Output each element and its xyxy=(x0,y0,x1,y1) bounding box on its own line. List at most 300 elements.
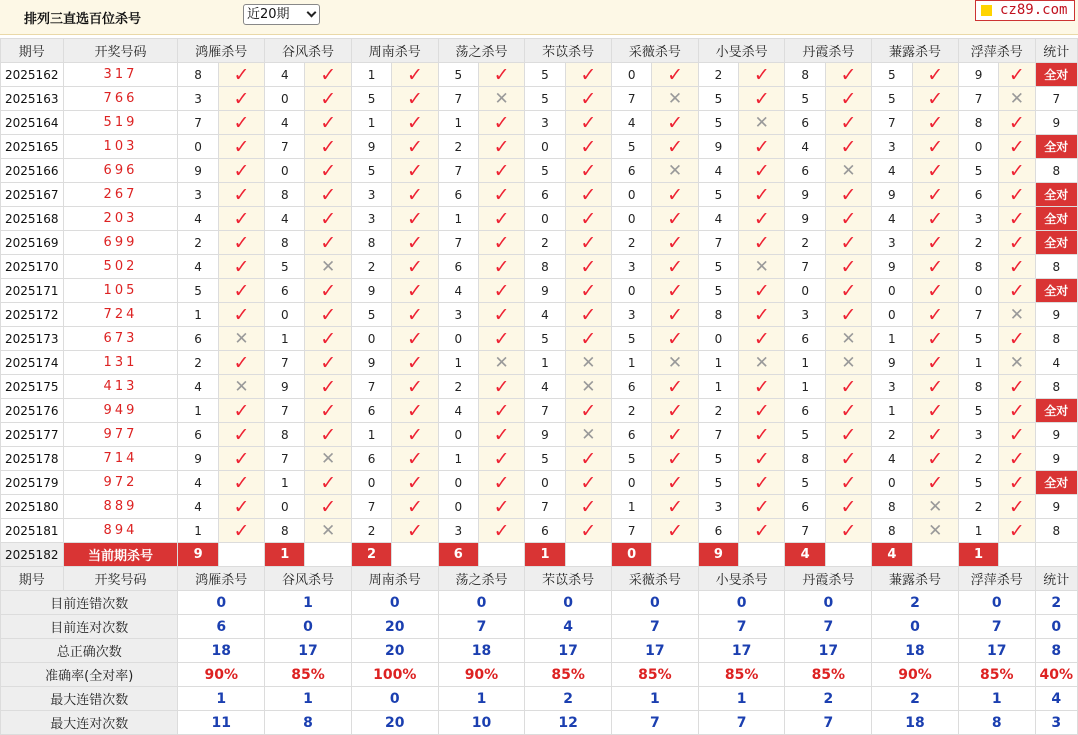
result-mark-cell xyxy=(999,303,1035,327)
kill-number-cell: 1 xyxy=(958,519,998,543)
checkmark-icon: ✓ xyxy=(667,279,684,302)
checkmark-icon: ✓ xyxy=(320,63,337,86)
summary-value: 0 xyxy=(525,591,612,615)
stat-cell: 8 xyxy=(1035,519,1077,543)
kill-number-cell: 2 xyxy=(612,399,652,423)
summary-label: 总正确次数 xyxy=(1,639,178,663)
stat-cell: 9 xyxy=(1035,495,1077,519)
checkmark-icon: ✓ xyxy=(927,255,944,278)
kill-number-cell: 4 xyxy=(612,111,652,135)
checkmark-icon: ✓ xyxy=(840,375,857,398)
checkmark-icon: ✓ xyxy=(753,279,770,302)
result-mark-cell xyxy=(565,375,611,399)
result-mark-cell xyxy=(825,447,871,471)
result-mark-cell xyxy=(739,87,785,111)
checkmark-icon: ✓ xyxy=(320,471,337,494)
checkmark-icon: ✓ xyxy=(320,495,337,518)
kill-number-cell: 7 xyxy=(698,231,738,255)
result-mark-cell xyxy=(305,135,351,159)
kill-number-cell: 9 xyxy=(265,375,305,399)
summary-stat-value: 2 xyxy=(1035,591,1077,615)
result-mark-cell xyxy=(478,135,524,159)
current-empty-cell xyxy=(739,543,785,567)
result-mark-cell xyxy=(739,159,785,183)
kill-number-cell: 0 xyxy=(438,495,478,519)
kill-number-cell: 6 xyxy=(612,375,652,399)
kill-number-cell: 1 xyxy=(872,327,912,351)
result-mark-cell xyxy=(305,279,351,303)
cross-icon: ✕ xyxy=(928,520,943,541)
result-mark-cell xyxy=(652,183,698,207)
summary-value: 17 xyxy=(958,639,1035,663)
header-expert: 芣苡杀号 xyxy=(525,39,612,63)
header-expert: 采薇杀号 xyxy=(612,39,699,63)
kill-number-cell: 6 xyxy=(525,519,565,543)
result-mark-cell xyxy=(392,447,438,471)
result-mark-cell xyxy=(565,447,611,471)
kill-number-cell: 3 xyxy=(525,111,565,135)
checkmark-icon: ✓ xyxy=(1008,327,1025,350)
result-mark-cell xyxy=(392,207,438,231)
checkmark-icon: ✓ xyxy=(406,447,423,470)
result-mark-cell xyxy=(392,111,438,135)
kill-number-cell: 4 xyxy=(872,159,912,183)
header-expert: 丹霞杀号 xyxy=(785,39,872,63)
checkmark-icon: ✓ xyxy=(493,159,510,182)
cross-icon: ✕ xyxy=(234,376,249,397)
header-expert: 谷风杀号 xyxy=(265,567,352,591)
kill-number-cell: 3 xyxy=(438,303,478,327)
current-kill-number: 9 xyxy=(698,543,738,567)
result-mark-cell xyxy=(825,423,871,447)
current-kill-number: 0 xyxy=(612,543,652,567)
cross-icon: ✕ xyxy=(321,520,336,541)
kill-number-cell: 5 xyxy=(698,447,738,471)
result-mark-cell xyxy=(999,87,1035,111)
result-mark-cell xyxy=(392,159,438,183)
checkmark-icon: ✓ xyxy=(406,183,423,206)
checkmark-icon: ✓ xyxy=(1008,399,1025,422)
kill-number-cell: 4 xyxy=(438,279,478,303)
header-draw-number: 开奖号码 xyxy=(63,567,178,591)
table-row xyxy=(1,279,1078,303)
summary-value: 1 xyxy=(958,687,1035,711)
kill-number-cell: 5 xyxy=(872,87,912,111)
current-kill-number: 4 xyxy=(785,543,825,567)
header-period: 期号 xyxy=(1,39,64,63)
result-mark-cell xyxy=(739,207,785,231)
chevron-down-icon xyxy=(307,8,317,18)
kill-number-cell: 7 xyxy=(438,87,478,111)
kill-number-cell: 4 xyxy=(698,159,738,183)
result-mark-cell xyxy=(825,231,871,255)
result-mark-cell xyxy=(999,375,1035,399)
kill-number-cell: 9 xyxy=(872,255,912,279)
draw-number-cell: 203 xyxy=(63,207,178,231)
summary-value: 0 xyxy=(958,591,1035,615)
kill-number-cell: 2 xyxy=(958,231,998,255)
checkmark-icon: ✓ xyxy=(493,327,510,350)
kill-number-cell: 2 xyxy=(958,495,998,519)
kill-number-cell: 7 xyxy=(438,231,478,255)
site-logo[interactable] xyxy=(975,0,1075,21)
table-row xyxy=(1,231,1078,255)
result-mark-cell xyxy=(305,87,351,111)
cross-icon: ✕ xyxy=(754,112,769,133)
checkmark-icon: ✓ xyxy=(1008,279,1025,302)
checkmark-icon: ✓ xyxy=(667,399,684,422)
result-mark-cell xyxy=(912,159,958,183)
checkmark-icon: ✓ xyxy=(320,183,337,206)
checkmark-icon: ✓ xyxy=(406,255,423,278)
checkmark-icon: ✓ xyxy=(840,111,857,134)
result-mark-cell xyxy=(305,231,351,255)
kill-number-cell: 7 xyxy=(178,111,218,135)
checkmark-icon: ✓ xyxy=(233,399,250,422)
checkmark-icon: ✓ xyxy=(1008,207,1025,230)
summary-value: 0 xyxy=(785,591,872,615)
result-mark-cell xyxy=(305,63,351,87)
kill-number-cell: 8 xyxy=(958,111,998,135)
checkmark-icon: ✓ xyxy=(840,183,857,206)
checkmark-icon: ✓ xyxy=(927,207,944,230)
summary-stat-value: 8 xyxy=(1035,639,1077,663)
kill-number-cell: 5 xyxy=(958,399,998,423)
result-mark-cell xyxy=(652,111,698,135)
checkmark-icon: ✓ xyxy=(580,327,597,350)
checkmark-icon: ✓ xyxy=(753,135,770,158)
kill-number-cell: 1 xyxy=(438,447,478,471)
result-mark-cell xyxy=(218,87,264,111)
period-select[interactable] xyxy=(243,4,320,25)
cross-icon: ✕ xyxy=(1009,88,1025,109)
stat-cell: 9 xyxy=(1035,447,1077,471)
kill-number-cell: 6 xyxy=(351,447,391,471)
checkmark-icon: ✓ xyxy=(493,231,510,254)
checkmark-icon: ✓ xyxy=(320,87,337,110)
checkmark-icon: ✓ xyxy=(580,519,597,542)
kill-number-cell: 1 xyxy=(178,399,218,423)
draw-number-cell: 972 xyxy=(63,471,178,495)
result-mark-cell xyxy=(999,207,1035,231)
kill-number-cell: 8 xyxy=(525,255,565,279)
kill-number-cell: 7 xyxy=(612,519,652,543)
summary-value: 100% xyxy=(351,663,438,687)
cross-icon: ✕ xyxy=(494,88,509,109)
result-mark-cell xyxy=(652,519,698,543)
all-correct-badge: 全对 xyxy=(1035,471,1077,495)
kill-number-cell: 9 xyxy=(872,183,912,207)
result-mark-cell xyxy=(739,519,785,543)
draw-number-cell: 724 xyxy=(63,303,178,327)
result-mark-cell xyxy=(825,327,871,351)
checkmark-icon: ✓ xyxy=(1008,519,1025,542)
header-row xyxy=(1,39,1078,63)
result-mark-cell xyxy=(999,519,1035,543)
result-mark-cell xyxy=(652,375,698,399)
kill-number-cell: 1 xyxy=(525,351,565,375)
header-stat: 统计 xyxy=(1035,39,1077,63)
checkmark-icon: ✓ xyxy=(580,255,597,278)
summary-row xyxy=(1,591,1078,615)
summary-value: 20 xyxy=(351,639,438,663)
result-mark-cell xyxy=(305,159,351,183)
summary-value: 4 xyxy=(525,615,612,639)
kill-number-cell: 8 xyxy=(785,447,825,471)
checkmark-icon: ✓ xyxy=(1008,63,1025,86)
cross-icon: ✕ xyxy=(667,352,683,373)
draw-number-cell: 696 xyxy=(63,159,178,183)
result-mark-cell xyxy=(478,279,524,303)
result-mark-cell xyxy=(478,375,524,399)
cross-icon: ✕ xyxy=(754,256,769,277)
checkmark-icon: ✓ xyxy=(753,231,770,254)
kill-number-cell: 1 xyxy=(438,207,478,231)
kill-number-cell: 0 xyxy=(958,279,998,303)
summary-value: 17 xyxy=(612,639,699,663)
result-mark-cell xyxy=(392,303,438,327)
result-mark-cell xyxy=(565,207,611,231)
period-cell: 2025171 xyxy=(1,279,64,303)
kill-number-cell: 4 xyxy=(178,255,218,279)
kill-number-cell: 3 xyxy=(438,519,478,543)
kill-number-cell: 5 xyxy=(698,279,738,303)
checkmark-icon: ✓ xyxy=(840,87,857,110)
cross-icon: ✕ xyxy=(667,160,683,181)
checkmark-icon: ✓ xyxy=(580,159,597,182)
summary-value: 18 xyxy=(438,639,525,663)
checkmark-icon: ✓ xyxy=(493,375,510,398)
kill-number-cell: 8 xyxy=(178,63,218,87)
checkmark-icon: ✓ xyxy=(840,207,857,230)
kill-number-cell: 5 xyxy=(698,471,738,495)
kill-number-cell: 8 xyxy=(958,375,998,399)
kill-number-cell: 4 xyxy=(265,111,305,135)
result-mark-cell xyxy=(825,111,871,135)
result-mark-cell xyxy=(652,279,698,303)
kill-number-cell: 6 xyxy=(785,327,825,351)
summary-label: 准确率(全对率) xyxy=(1,663,178,687)
kill-number-cell: 0 xyxy=(265,87,305,111)
table-row xyxy=(1,375,1078,399)
draw-number-cell: 977 xyxy=(63,423,178,447)
checkmark-icon: ✓ xyxy=(233,447,250,470)
draw-number-cell: 317 xyxy=(63,63,178,87)
kill-number-cell: 5 xyxy=(178,279,218,303)
result-mark-cell xyxy=(739,495,785,519)
kill-number-cell: 8 xyxy=(351,231,391,255)
period-cell: 2025166 xyxy=(1,159,64,183)
checkmark-icon: ✓ xyxy=(580,63,597,86)
summary-value: 2 xyxy=(785,687,872,711)
all-correct-badge: 全对 xyxy=(1035,207,1077,231)
stat-cell: 8 xyxy=(1035,375,1077,399)
summary-value: 7 xyxy=(438,615,525,639)
result-mark-cell xyxy=(565,471,611,495)
kill-number-cell: 8 xyxy=(872,495,912,519)
result-mark-cell xyxy=(218,207,264,231)
current-period-cell: 2025182 xyxy=(1,543,64,567)
kill-number-cell: 6 xyxy=(612,159,652,183)
result-mark-cell xyxy=(999,111,1035,135)
result-mark-cell xyxy=(912,471,958,495)
result-mark-cell xyxy=(912,63,958,87)
checkmark-icon: ✓ xyxy=(233,495,250,518)
summary-stat-value: 3 xyxy=(1035,711,1077,735)
checkmark-icon: ✓ xyxy=(233,159,250,182)
result-mark-cell xyxy=(478,351,524,375)
result-mark-cell xyxy=(912,399,958,423)
checkmark-icon: ✓ xyxy=(927,471,944,494)
kill-number-cell: 2 xyxy=(351,255,391,279)
summary-label: 目前连错次数 xyxy=(1,591,178,615)
checkmark-icon: ✓ xyxy=(320,207,337,230)
current-kill-number: 9 xyxy=(178,543,218,567)
kill-number-cell: 9 xyxy=(351,279,391,303)
summary-value: 0 xyxy=(351,591,438,615)
result-mark-cell xyxy=(652,351,698,375)
summary-value: 1 xyxy=(698,687,785,711)
header-expert: 蒹露杀号 xyxy=(872,39,959,63)
draw-number-cell: 413 xyxy=(63,375,178,399)
result-mark-cell xyxy=(739,399,785,423)
result-mark-cell xyxy=(218,303,264,327)
checkmark-icon: ✓ xyxy=(840,423,857,446)
period-cell: 2025176 xyxy=(1,399,64,423)
draw-number-cell: 267 xyxy=(63,183,178,207)
checkmark-icon: ✓ xyxy=(753,159,770,182)
summary-row xyxy=(1,639,1078,663)
kill-number-cell: 1 xyxy=(438,351,478,375)
result-mark-cell xyxy=(565,423,611,447)
cross-icon: ✕ xyxy=(841,352,856,373)
result-mark-cell xyxy=(305,183,351,207)
checkmark-icon: ✓ xyxy=(580,303,597,326)
current-period-row xyxy=(1,543,1078,567)
checkmark-icon: ✓ xyxy=(667,111,684,134)
kill-number-cell: 1 xyxy=(438,111,478,135)
draw-number-cell: 699 xyxy=(63,231,178,255)
kill-number-cell: 5 xyxy=(698,87,738,111)
all-correct-badge: 全对 xyxy=(1035,63,1077,87)
header-row xyxy=(1,567,1078,591)
result-mark-cell xyxy=(218,159,264,183)
summary-value: 90% xyxy=(178,663,265,687)
result-mark-cell xyxy=(392,279,438,303)
result-mark-cell xyxy=(565,135,611,159)
kill-number-cell: 5 xyxy=(785,471,825,495)
result-mark-cell xyxy=(565,519,611,543)
summary-row xyxy=(1,687,1078,711)
kill-number-cell: 3 xyxy=(351,207,391,231)
result-mark-cell xyxy=(565,351,611,375)
result-mark-cell xyxy=(912,519,958,543)
kill-number-cell: 8 xyxy=(785,63,825,87)
result-mark-cell xyxy=(999,255,1035,279)
checkmark-icon: ✓ xyxy=(406,279,423,302)
result-mark-cell xyxy=(652,447,698,471)
result-mark-cell xyxy=(478,207,524,231)
result-mark-cell xyxy=(739,111,785,135)
result-mark-cell xyxy=(999,183,1035,207)
result-mark-cell xyxy=(739,471,785,495)
kill-number-cell: 6 xyxy=(178,327,218,351)
cross-icon: ✕ xyxy=(928,496,943,517)
header-expert: 采薇杀号 xyxy=(612,567,699,591)
checkmark-icon: ✓ xyxy=(753,375,770,398)
summary-stat-value: 40% xyxy=(1035,663,1077,687)
kill-number-cell: 0 xyxy=(612,207,652,231)
cross-icon: ✕ xyxy=(494,352,509,373)
checkmark-icon: ✓ xyxy=(233,255,250,278)
summary-value: 20 xyxy=(351,615,438,639)
result-mark-cell xyxy=(739,327,785,351)
summary-value: 0 xyxy=(351,687,438,711)
checkmark-icon: ✓ xyxy=(406,63,423,86)
result-mark-cell xyxy=(739,351,785,375)
kill-number-cell: 0 xyxy=(612,279,652,303)
checkmark-icon: ✓ xyxy=(840,63,857,86)
kill-number-cell: 5 xyxy=(958,327,998,351)
kill-number-cell: 7 xyxy=(525,495,565,519)
all-correct-badge: 全对 xyxy=(1035,183,1077,207)
period-cell: 2025167 xyxy=(1,183,64,207)
result-mark-cell xyxy=(392,351,438,375)
checkmark-icon: ✓ xyxy=(840,399,857,422)
summary-row xyxy=(1,615,1078,639)
kill-number-cell: 8 xyxy=(265,423,305,447)
kill-number-cell: 5 xyxy=(612,447,652,471)
checkmark-icon: ✓ xyxy=(406,375,423,398)
draw-number-cell: 889 xyxy=(63,495,178,519)
result-mark-cell xyxy=(218,447,264,471)
result-mark-cell xyxy=(392,87,438,111)
kill-number-cell: 7 xyxy=(265,135,305,159)
header-expert: 鸿雁杀号 xyxy=(178,39,265,63)
result-mark-cell xyxy=(218,183,264,207)
checkmark-icon: ✓ xyxy=(320,351,337,374)
checkmark-icon: ✓ xyxy=(927,183,944,206)
checkmark-icon: ✓ xyxy=(1008,231,1025,254)
checkmark-icon: ✓ xyxy=(320,111,337,134)
checkmark-icon: ✓ xyxy=(753,519,770,542)
summary-value: 17 xyxy=(265,639,352,663)
result-mark-cell xyxy=(825,183,871,207)
period-cell: 2025169 xyxy=(1,231,64,255)
kill-number-cell: 5 xyxy=(525,447,565,471)
result-mark-cell xyxy=(478,495,524,519)
checkmark-icon: ✓ xyxy=(580,279,597,302)
kill-number-cell: 6 xyxy=(438,183,478,207)
current-kill-number: 1 xyxy=(958,543,998,567)
checkmark-icon: ✓ xyxy=(493,495,510,518)
checkmark-icon: ✓ xyxy=(927,399,944,422)
stat-cell: 9 xyxy=(1035,423,1077,447)
kill-number-cell: 7 xyxy=(612,87,652,111)
result-mark-cell xyxy=(912,87,958,111)
checkmark-icon: ✓ xyxy=(840,303,857,326)
result-mark-cell xyxy=(305,111,351,135)
kill-number-cell: 0 xyxy=(872,471,912,495)
result-mark-cell xyxy=(392,183,438,207)
checkmark-icon: ✓ xyxy=(667,423,684,446)
result-mark-cell xyxy=(392,255,438,279)
kill-number-cell: 9 xyxy=(872,351,912,375)
checkmark-icon: ✓ xyxy=(406,87,423,110)
checkmark-icon: ✓ xyxy=(667,495,684,518)
table-row xyxy=(1,63,1078,87)
checkmark-icon: ✓ xyxy=(840,495,857,518)
